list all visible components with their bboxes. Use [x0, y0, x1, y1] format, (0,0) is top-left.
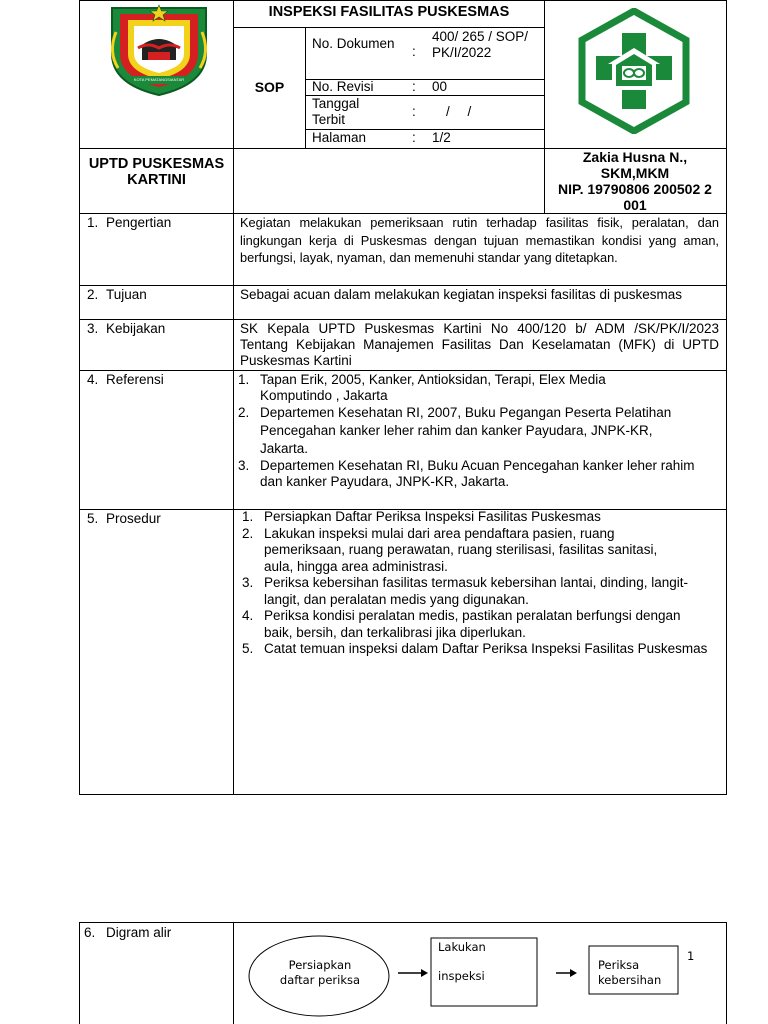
field-label-no-revisi: No. Revisi: [312, 79, 374, 94]
referensi-list: [238, 372, 698, 490]
document-title: INSPEKSI FASILITAS PUSKESMAS: [268, 4, 510, 20]
table-border-top: [79, 0, 727, 1]
section-label-kebijakan: Kebijakan: [106, 321, 166, 336]
table-border-left: [79, 0, 80, 795]
procedure-step-text: Catat temuan inspeksi dalam Daftar Periksa Inspeksi Fasilitas Puskesmas: [264, 641, 708, 656]
flow-arrowhead: [421, 969, 428, 977]
table-border-bottom: [79, 794, 727, 795]
section-number: 3.: [87, 321, 99, 336]
flow-step-2-line1: Lakukan: [438, 940, 486, 954]
field-colon: :: [412, 130, 416, 145]
signatory-name: Zakia Husna N., SKM,MKM: [582, 149, 688, 181]
section-label-diagram: Digram alir: [106, 925, 172, 940]
table-border-right: [726, 0, 727, 795]
reference-text: Tapan Erik, 2005, Kanker, Antioksidan, Terapi, Elex Media Komputindo , Jakarta: [260, 372, 606, 403]
flow-step-3-text: Periksa kebersihan: [598, 958, 662, 987]
procedure-step-text: Lakukan inspeksi mulai dari area pendaftara pasien, ruang pemeriksaan, ruang perawatan, ruang sterilisasi, fasilitas sanitasi, aula, hingga area administrasi.: [264, 525, 658, 574]
org-name: UPTD PUSKESMAS KARTINI: [88, 156, 225, 188]
section-number: 5.: [87, 511, 99, 526]
list-item: 3. Periksa kebersihan fasilitas termasuk kebersihan lantai, dinding, langit-langit, dan peralatan medis yang digunakan.: [242, 575, 688, 607]
section-number: 4.: [87, 372, 99, 387]
reference-text: Departemen Kesehatan RI, Buku Acuan Pencegahan kanker leher rahim dan kanker Payudara, JNPK-KR, Jakarta.: [260, 458, 695, 489]
field-label-no-dokumen: No. Dokumen: [312, 36, 395, 51]
field-colon: :: [412, 79, 416, 94]
field-value-halaman: 1/2: [432, 130, 451, 145]
row-divider: [79, 285, 727, 286]
field-colon: :: [412, 104, 416, 119]
sop-label: SOP: [254, 79, 285, 95]
section-number: 1.: [87, 215, 99, 230]
flow-arrowhead: [570, 969, 577, 977]
table-col-divider: [233, 0, 234, 795]
section-label-referensi: Referensi: [106, 372, 164, 387]
flow-connector-label: 1: [687, 949, 695, 963]
list-item: 1. Tapan Erik, 2005, Kanker, Antioksidan, Terapi, Elex Media Komputindo , Jakarta: [238, 372, 606, 403]
table2-border-right: [726, 922, 727, 1024]
flow-step-2-line2: inspeksi: [438, 969, 485, 983]
emblem-ribbon-text: KOTA PEMATANGSIANTAR: [133, 77, 185, 82]
field-label-tanggal-terbit: Tanggal Terbit: [312, 96, 360, 127]
section-text-tujuan: Sebagai acuan dalam melakukan kegiatan inspeksi fasilitas di puskesmas: [240, 287, 682, 302]
table-col-divider-right: [544, 0, 545, 213]
list-item: 2. Lakukan inspeksi mulai dari area pendaftara pasien, ruang pemeriksaan, ruang perawatan, ruang sterilisasi, fasilitas sanitasi, aula, hingga area administrasi.: [242, 525, 658, 574]
city-emblem-logo: [104, 2, 214, 98]
prosedur-list: [242, 509, 712, 658]
list-item: 5. Catat temuan inspeksi dalam Daftar Periksa Inspeksi Fasilitas Puskesmas: [242, 641, 708, 656]
section-label-tujuan: Tujuan: [106, 287, 147, 302]
field-value-no-dokumen: 400/ 265 / SOP/ PK/I/2022: [432, 29, 529, 60]
flow-step-1-text: Persiapkan daftar periksa: [279, 958, 361, 987]
puskesmas-logo: [578, 8, 690, 134]
row-divider: [79, 370, 727, 371]
section-number: 6.: [84, 925, 96, 940]
procedure-step-text: Periksa kebersihan fasilitas termasuk kebersihan lantai, dinding, langit-langit, dan peralatan medis yang digunakan.: [264, 575, 688, 607]
signatory-nip: NIP. 19790806 200502 2 001: [558, 181, 712, 213]
section-number: 2.: [87, 287, 99, 302]
row-divider: [79, 319, 727, 320]
procedure-step-text: Persiapkan Daftar Periksa Inspeksi Fasilitas Puskesmas: [264, 509, 601, 524]
reference-text: Departemen Kesehatan RI, 2007, Buku Pegangan Peserta Pelatihan Pencegahan kanker leher rahim dan kanker Payudara, JNPK-KR, Jakarta.: [260, 405, 672, 456]
list-item: 2. Departemen Kesehatan RI, 2007, Buku Pegangan Peserta Pelatihan Pencegahan kanker leher rahim dan kanker Payudara, JNPK-KR, Jakarta.: [238, 405, 672, 456]
field-value-no-revisi: 00: [432, 79, 448, 94]
field-colon: :: [412, 44, 416, 59]
field-label-halaman: Halaman: [312, 130, 367, 145]
field-value-tanggal-terbit: / /: [446, 104, 472, 119]
title-divider: [233, 27, 545, 28]
table2-border-left: [79, 922, 80, 1024]
section-text-kebijakan: SK Kepala UPTD Puskesmas Kartini No 400/120 b/ ADM /SK/PK/I/2023 Tentang Kebijakan Manajemen Fasilitas Dan Keselamatan (MFK) di UPTD Puskesmas Kartini: [240, 321, 719, 368]
section-label-prosedur: Prosedur: [106, 511, 161, 526]
section-text-pengertian: Kegiatan melakukan pemeriksaan rutin terhadap fasilitas fisik, peralatan, dan lingkungan kerja di Puskesmas dengan tujuan memastikan kondisi yang aman, berfungsi, layak, nyaman, dan memenuhi standar yang ditetapkan.: [240, 215, 719, 265]
list-item: 4. Periksa kondisi peralatan medis, pastikan peralatan berfungsi dengan baik, bersih, dan terkalibrasi jika diperlukan.: [242, 608, 681, 640]
procedure-step-text: Periksa kondisi peralatan medis, pastikan peralatan berfungsi dengan baik, bersih, dan terkalibrasi jika diperlukan.: [264, 608, 681, 640]
section-label-pengertian: Pengertian: [106, 215, 172, 230]
list-item: 1. Persiapkan Daftar Periksa Inspeksi Fasilitas Puskesmas: [242, 509, 601, 524]
list-item: 3. Departemen Kesehatan RI, Buku Acuan Pencegahan kanker leher rahim dan kanker Payudara, JNPK-KR, Jakarta.: [238, 458, 695, 489]
